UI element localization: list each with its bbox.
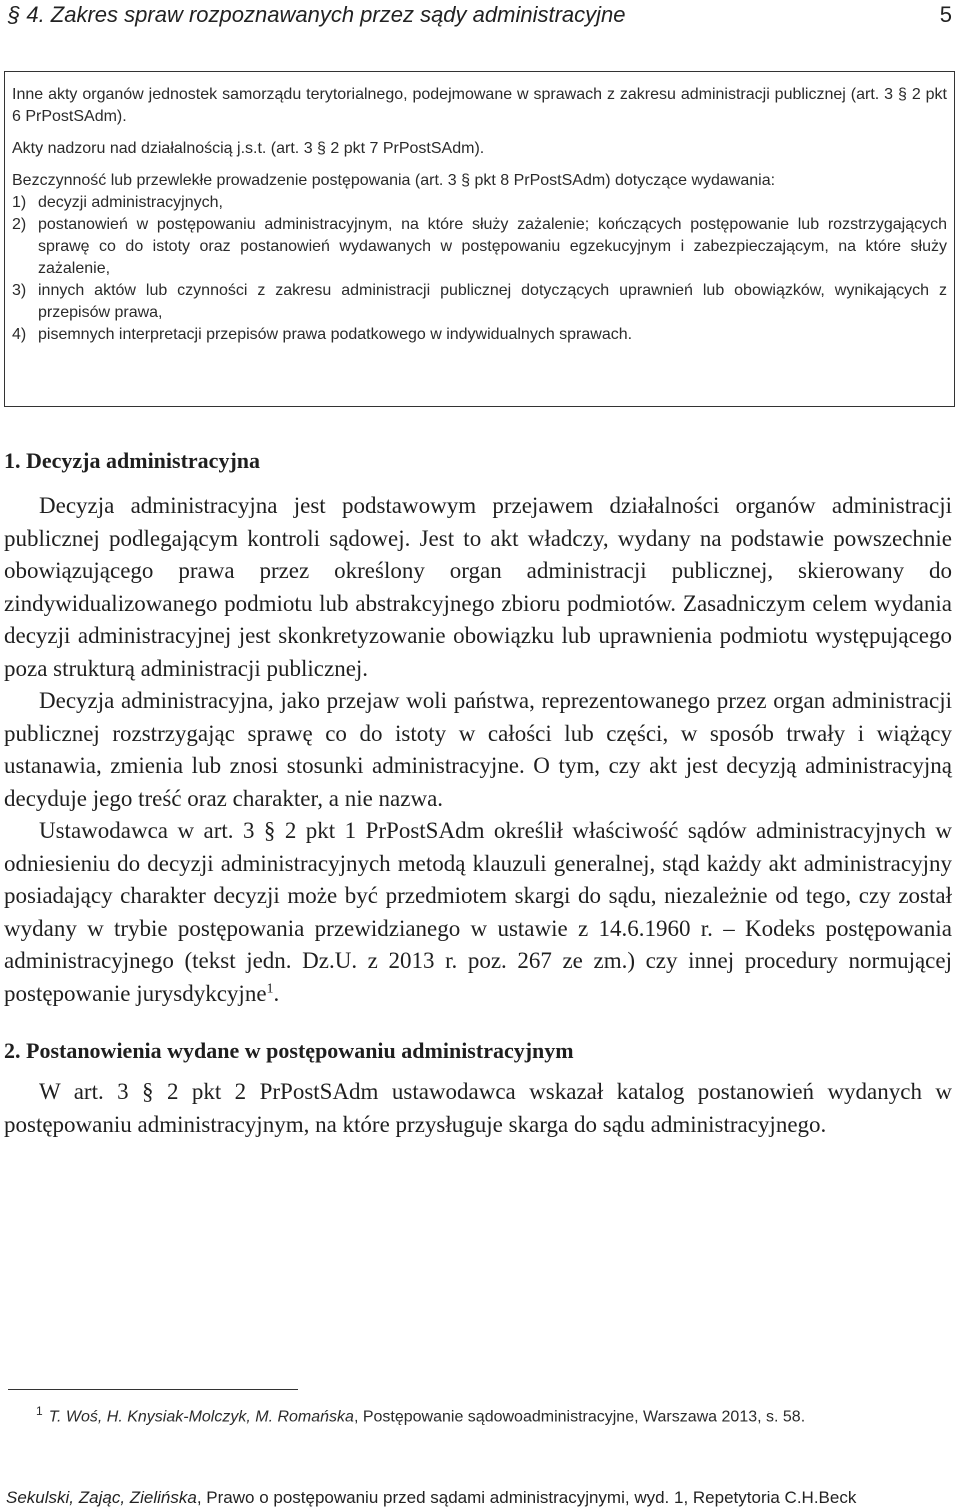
body-paragraph: W art. 3 § 2 pkt 2 PrPostSAdm ustawodawca wskazał katalog postanowień wydanych w postępowaniu administracyjnym, na które przysługuje skarga do sądu administracyjnego. (4, 1079, 952, 1137)
summary-box (4, 71, 955, 407)
running-title: § 4. Zakres spraw rozpoznawanych przez sądy administracyjne (8, 2, 626, 27)
box-paragraph: Bezczynność lub przewlekłe prowadzenie postępowania (art. 3 § pkt 8 PrPostSAdm) dotyczące wydawania: (12, 172, 776, 189)
body-paragraph: Decyzja administracyjna jest podstawowym przejawem działalności organów administracji publicznej podlegającym kontroli sądowej. Jest to akt władczy, wydany na podstawie powszechnie obowiązującego prawa przez określony organ administracji publicznej, skierowany do zindywidualizowanego podmiotu lub abstrakcyjnego zbioru podmiotów. Zasadniczym celem wydania decyzji administracyjnej jest skonkretyzowanie obowiązku lub uprawnienia podmiotu występującego poza strukturą administracji publicznej. (4, 493, 952, 681)
list-item-number: 4) (12, 326, 27, 343)
footnote-number: 1 (36, 1404, 43, 1418)
body-paragraph-end: . (273, 980, 280, 1006)
list-item-text: pisemnych interpretacji przepisów prawa podatkowego w indywidualnych sprawach. (38, 326, 633, 343)
section-heading: 2. Postanowienia wydane w postępowaniu administracyjnym (4, 1038, 574, 1063)
page-header (8, 0, 952, 28)
footnote-divider (8, 1389, 298, 1390)
body-paragraph: Decyzja administracyjna, jako przejaw woli państwa, reprezentowanego przez organ administracji publicznej rozstrzygając sprawę co do istoty w całości lub części, w sposób trwały i wiążący ustanawia, zmienia lub znosi stosunki administracyjne. O tym, czy akt jest decyzją administracyjną decyduje jego treść oraz charakter, a nie nazwa. (4, 688, 952, 811)
footer-text: , Prawo o postępowaniu przed sądami administracyjnymi, wyd. 1, Repetytoria C.H.Beck (196, 1488, 857, 1507)
body-paragraph-text: Ustawodawca w art. 3 § 2 pkt 1 PrPostSAdm określił właściwość sądów administracyjnych w odniesieniu do decyzji administracyjnych metodą klauzuli generalnej, stąd każdy akt administracyjny posiadający charakter decyzji może być przedmiotem skargi do sądu, niezależnie od tego, czy został wydany w trybie postępowania przewidzianego w ustawie z 14.6.1960 r. – Kodeks postępowania administracyjnego (tekst jedn. Dz.U. z 2013 r. poz. 267 ze zm.) czy innej procedury normującej postępowanie jurysdykcyjne (4, 818, 952, 1006)
footer-authors: Sekulski, Zając, Zielińska (6, 1488, 197, 1507)
list-item-text: decyzji administracyjnych, (38, 194, 223, 211)
list-item-number: 2) (12, 216, 27, 233)
list-item (12, 192, 947, 214)
list-item-text: postanowień w postępowaniu administracyjnym, na które służy zażalenie; kończących postępowanie lub rozstrzygających sprawę co do istoty oraz postanowień wydawanych w postępowaniu egzekucyjnym i zabezpieczającym, na które służy zażalenie, (38, 216, 947, 277)
list-item-number: 1) (12, 194, 27, 211)
list-item-number: 3) (12, 282, 27, 299)
footnote-text: , Postępowanie sądowoadministracyjne, Warszawa 2013, s. 58. (353, 1408, 806, 1426)
footnote-reference[interactable]: 1 (266, 980, 274, 996)
box-paragraph: Inne akty organów jednostek samorządu terytorialnego, podejmowane w sprawach z zakresu administracji publicznej (art. 3 § 2 pkt 6 PrPostSAdm). (12, 86, 947, 125)
box-list (12, 192, 947, 346)
page-number: 5 (939, 2, 952, 27)
footnote (36, 1404, 950, 1426)
section-heading: 1. Decyzja administracyjna (4, 448, 261, 473)
footnote-authors: T. Woś, H. Knysiak-Molczyk, M. Romańska (48, 1408, 354, 1426)
body-paragraph (4, 815, 952, 1010)
page-footer (6, 1488, 950, 1508)
main-content (4, 446, 952, 1141)
list-item-text: innych aktów lub czynności z zakresu administracji publicznej dotyczących uprawnień lub obowiązków, wynikających z przepisów prawa, (38, 282, 947, 321)
box-paragraph: Akty nadzoru nad działalnością j.s.t. (art. 3 § 2 pkt 7 PrPostSAdm). (12, 140, 485, 157)
list-item (12, 280, 947, 324)
list-item (12, 324, 947, 346)
list-item (12, 214, 947, 280)
